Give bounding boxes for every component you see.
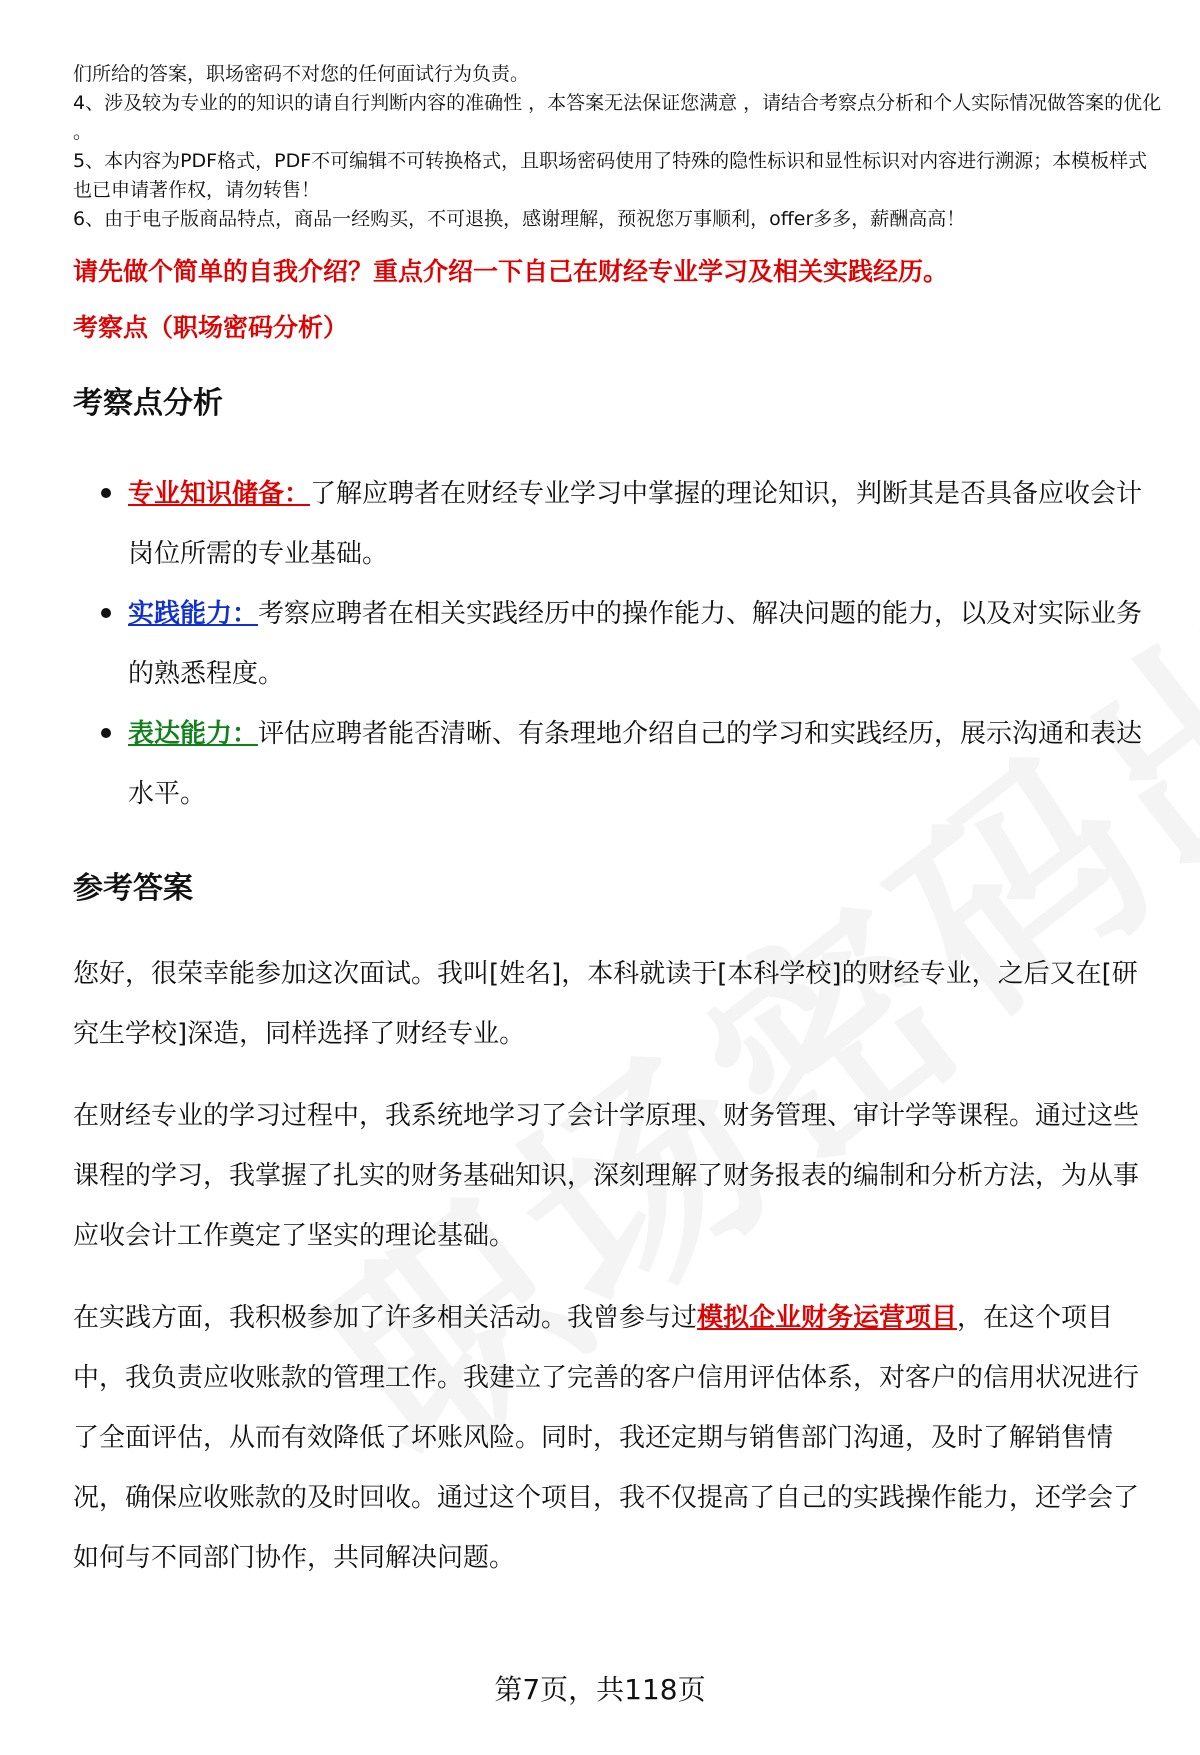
note-line: 6、由于电子版商品特点，商品一经购买，不可退换，感谢理解，预祝您万事顺利，offer多多，薪酬高高！ xyxy=(73,208,966,230)
answer-text: 在实践方面，我积极参加了许多相关活动。我曾参与过 xyxy=(73,1303,698,1333)
list-item xyxy=(128,584,1163,704)
highlight-project: 模拟企业财务运营项目 xyxy=(697,1303,958,1333)
bullet-icon xyxy=(101,608,111,618)
focus-label: 考察点（职场密码分析） xyxy=(73,313,349,342)
point-label: 专业知识储备： xyxy=(128,479,311,509)
bullet-icon xyxy=(101,488,111,498)
answer-paragraph: 您好，很荣幸能参加这次面试。我叫[姓名]，本科就读于[本科学校]的财经专业，之后又在[研究生学校]深造，同样选择了财经专业。 xyxy=(73,959,1138,1049)
answer-paragraph xyxy=(73,1288,1163,1588)
point-text: 了解应聘者在财经专业学习中掌握的理论知识，判断其是否具备应收会计岗位所需的专业基础。 xyxy=(128,479,1143,569)
point-text: 评估应聘者能否清晰、有条理地介绍自己的学习和实践经历，展示沟通和表达水平。 xyxy=(128,719,1143,809)
analysis-heading: 考察点分析 xyxy=(73,386,223,421)
note-line: 4、涉及较为专业的的知识的请自行判断内容的准确性 ，本答案无法保证您满意 ，请结合考察点分析和个人实际情况做答案的优化 。 xyxy=(73,92,1162,143)
answer-heading: 参考答案 xyxy=(73,871,193,906)
note-line: 5、本内容为PDF格式，PDF不可编辑不可转换格式，且职场密码使用了特殊的隐性标识和显性标识对内容进行溯源；本模板样式也已申请著作权，请勿转售！ xyxy=(73,150,1148,201)
analysis-points xyxy=(73,464,1163,824)
answer-body xyxy=(73,944,1163,1588)
list-item xyxy=(128,464,1163,584)
disclaimer-notes xyxy=(73,60,1163,234)
point-text: 考察应聘者在相关实践经历中的操作能力、解决问题的能力，以及对实际业务的熟悉程度。 xyxy=(128,599,1143,689)
list-item xyxy=(128,704,1163,824)
interview-question: 请先做个简单的自我介绍？重点介绍一下自己在财经专业学习及相关实践经历。 xyxy=(73,257,949,286)
bullet-icon xyxy=(101,728,111,738)
point-label: 表达能力： xyxy=(128,719,259,749)
point-label: 实践能力： xyxy=(128,599,259,629)
answer-text: ，在这个项目中，我负责应收账款的管理工作。我建立了完善的客户信用评估体系，对客户的信用状况进行了全面评估，从而有效降低了坏账风险。同时，我还定期与销售部门沟通，及时了解销售情况，确保应收账款的及时回收。通过这个项目，我不仅提高了自己的实践操作能力，还学会了如何与不同部门协作，共同解决问题。 xyxy=(73,1303,1140,1573)
note-line: 们所给的答案，职场密码不对您的任何面试行为负责。 xyxy=(73,63,530,85)
document-page xyxy=(73,60,1163,1588)
answer-paragraph: 在财经专业的学习过程中，我系统地学习了会计学原理、财务管理、审计学等课程。通过这些课程的学习，我掌握了扎实的财务基础知识，深刻理解了财务报表的编制和分析方法，为从事应收会计工作奠定了坚实的理论基础。 xyxy=(73,1101,1140,1251)
page-number: 第7页，共118页 xyxy=(494,1673,706,1706)
